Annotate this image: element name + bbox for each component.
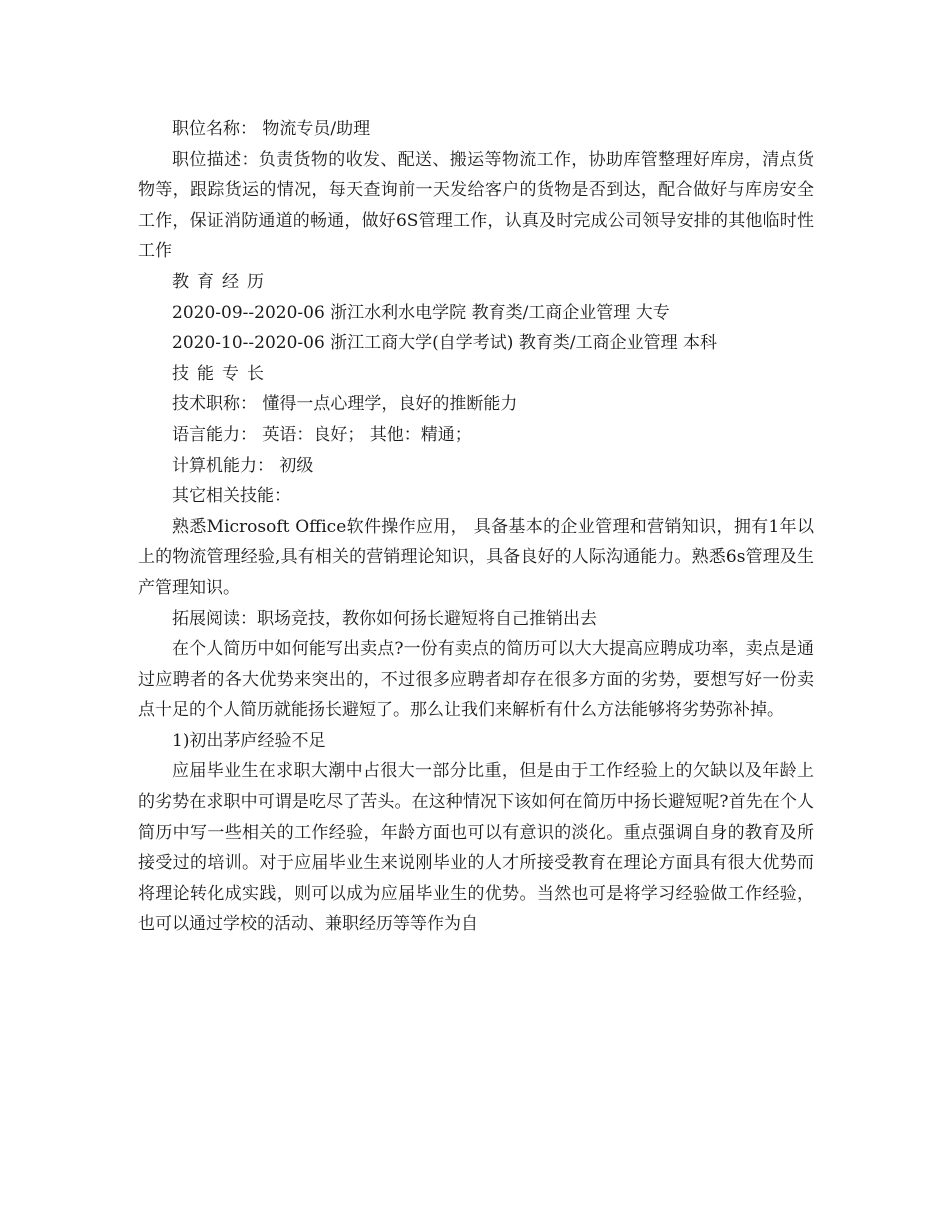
paragraph: 技术职称： 懂得一点心理学，良好的推断能力 bbox=[172, 394, 518, 415]
paragraph: 职位名称： 物流专员/助理 bbox=[172, 119, 371, 139]
paragraph: 应届毕业生在求职大潮中占很大一部分比重，但是由于工作经验上的欠缺以及年龄上的劣势在求职中可谓是吃尽了苦头。在这种情况下该如何在简历中扬长避短呢?首先在个人简历中写一些相关的工作经验，年龄方面也可以有意识的淡化。重点强调自身的教育及所接受过的培训。对于应届毕业生来说刚毕业的人才所接受教育在理论方面具有很大优势而将理论转化成实践，则可以成为应届毕业生的优势。当然也可是将学习经验做工作经验，也可以通过学校的活动、兼职经历等等作为自 bbox=[138, 761, 814, 935]
paragraph: 拓展阅读：职场竞技，教你如何扬长避短将自己推销出去 bbox=[172, 608, 597, 629]
paragraph: 计算机能力： 初级 bbox=[172, 455, 314, 476]
paragraph: 其它相关技能： bbox=[172, 486, 291, 507]
paragraph: 职位描述：负责货物的收发、配送、搬运等物流工作，协助库管整理好库房，清点货物等，跟踪货运的情况，每天查询前一天发给客户的货物是否到达，配合做好与库房安全工作，保证消防通道的畅通，做好6S管理工作，认真及时完成公司领导安排的其他临时性工作 bbox=[138, 149, 814, 262]
paragraph: 熟悉Microsoft Office软件操作应用， 具备基本的企业管理和营销知识，拥有1年以上的物流管理经验,具有相关的营销理论知识，具备良好的人际沟通能力。熟悉6s管理及生产管理知识。 bbox=[138, 516, 814, 598]
paragraph: 语言能力： 英语：良好； 其他：精通； bbox=[172, 424, 472, 445]
paragraph: 2020-10--2020-06 浙江工商大学(自学考试) 教育类/工商企业管理 本科 bbox=[172, 333, 717, 354]
paragraph: 在个人简历中如何能写出卖点?一份有卖点的简历可以大大提高应聘成功率，卖点是通过应聘者的各大优势来突出的，不过很多应聘者却存在很多方面的劣势，要想写好一份卖点十足的个人简历就能扬长避短了。那么让我们来解析有什么方法能够将劣势弥补掉。 bbox=[138, 639, 814, 721]
document-body bbox=[138, 114, 814, 940]
paragraph: 2020-09--2020-06 浙江水利水电学院 教育类/工商企业管理 大专 bbox=[172, 302, 670, 323]
section-heading: 技能专长 bbox=[172, 363, 272, 384]
paragraph: 1)初出茅庐经验不足 bbox=[172, 730, 326, 751]
section-heading: 教育经历 bbox=[172, 271, 272, 292]
